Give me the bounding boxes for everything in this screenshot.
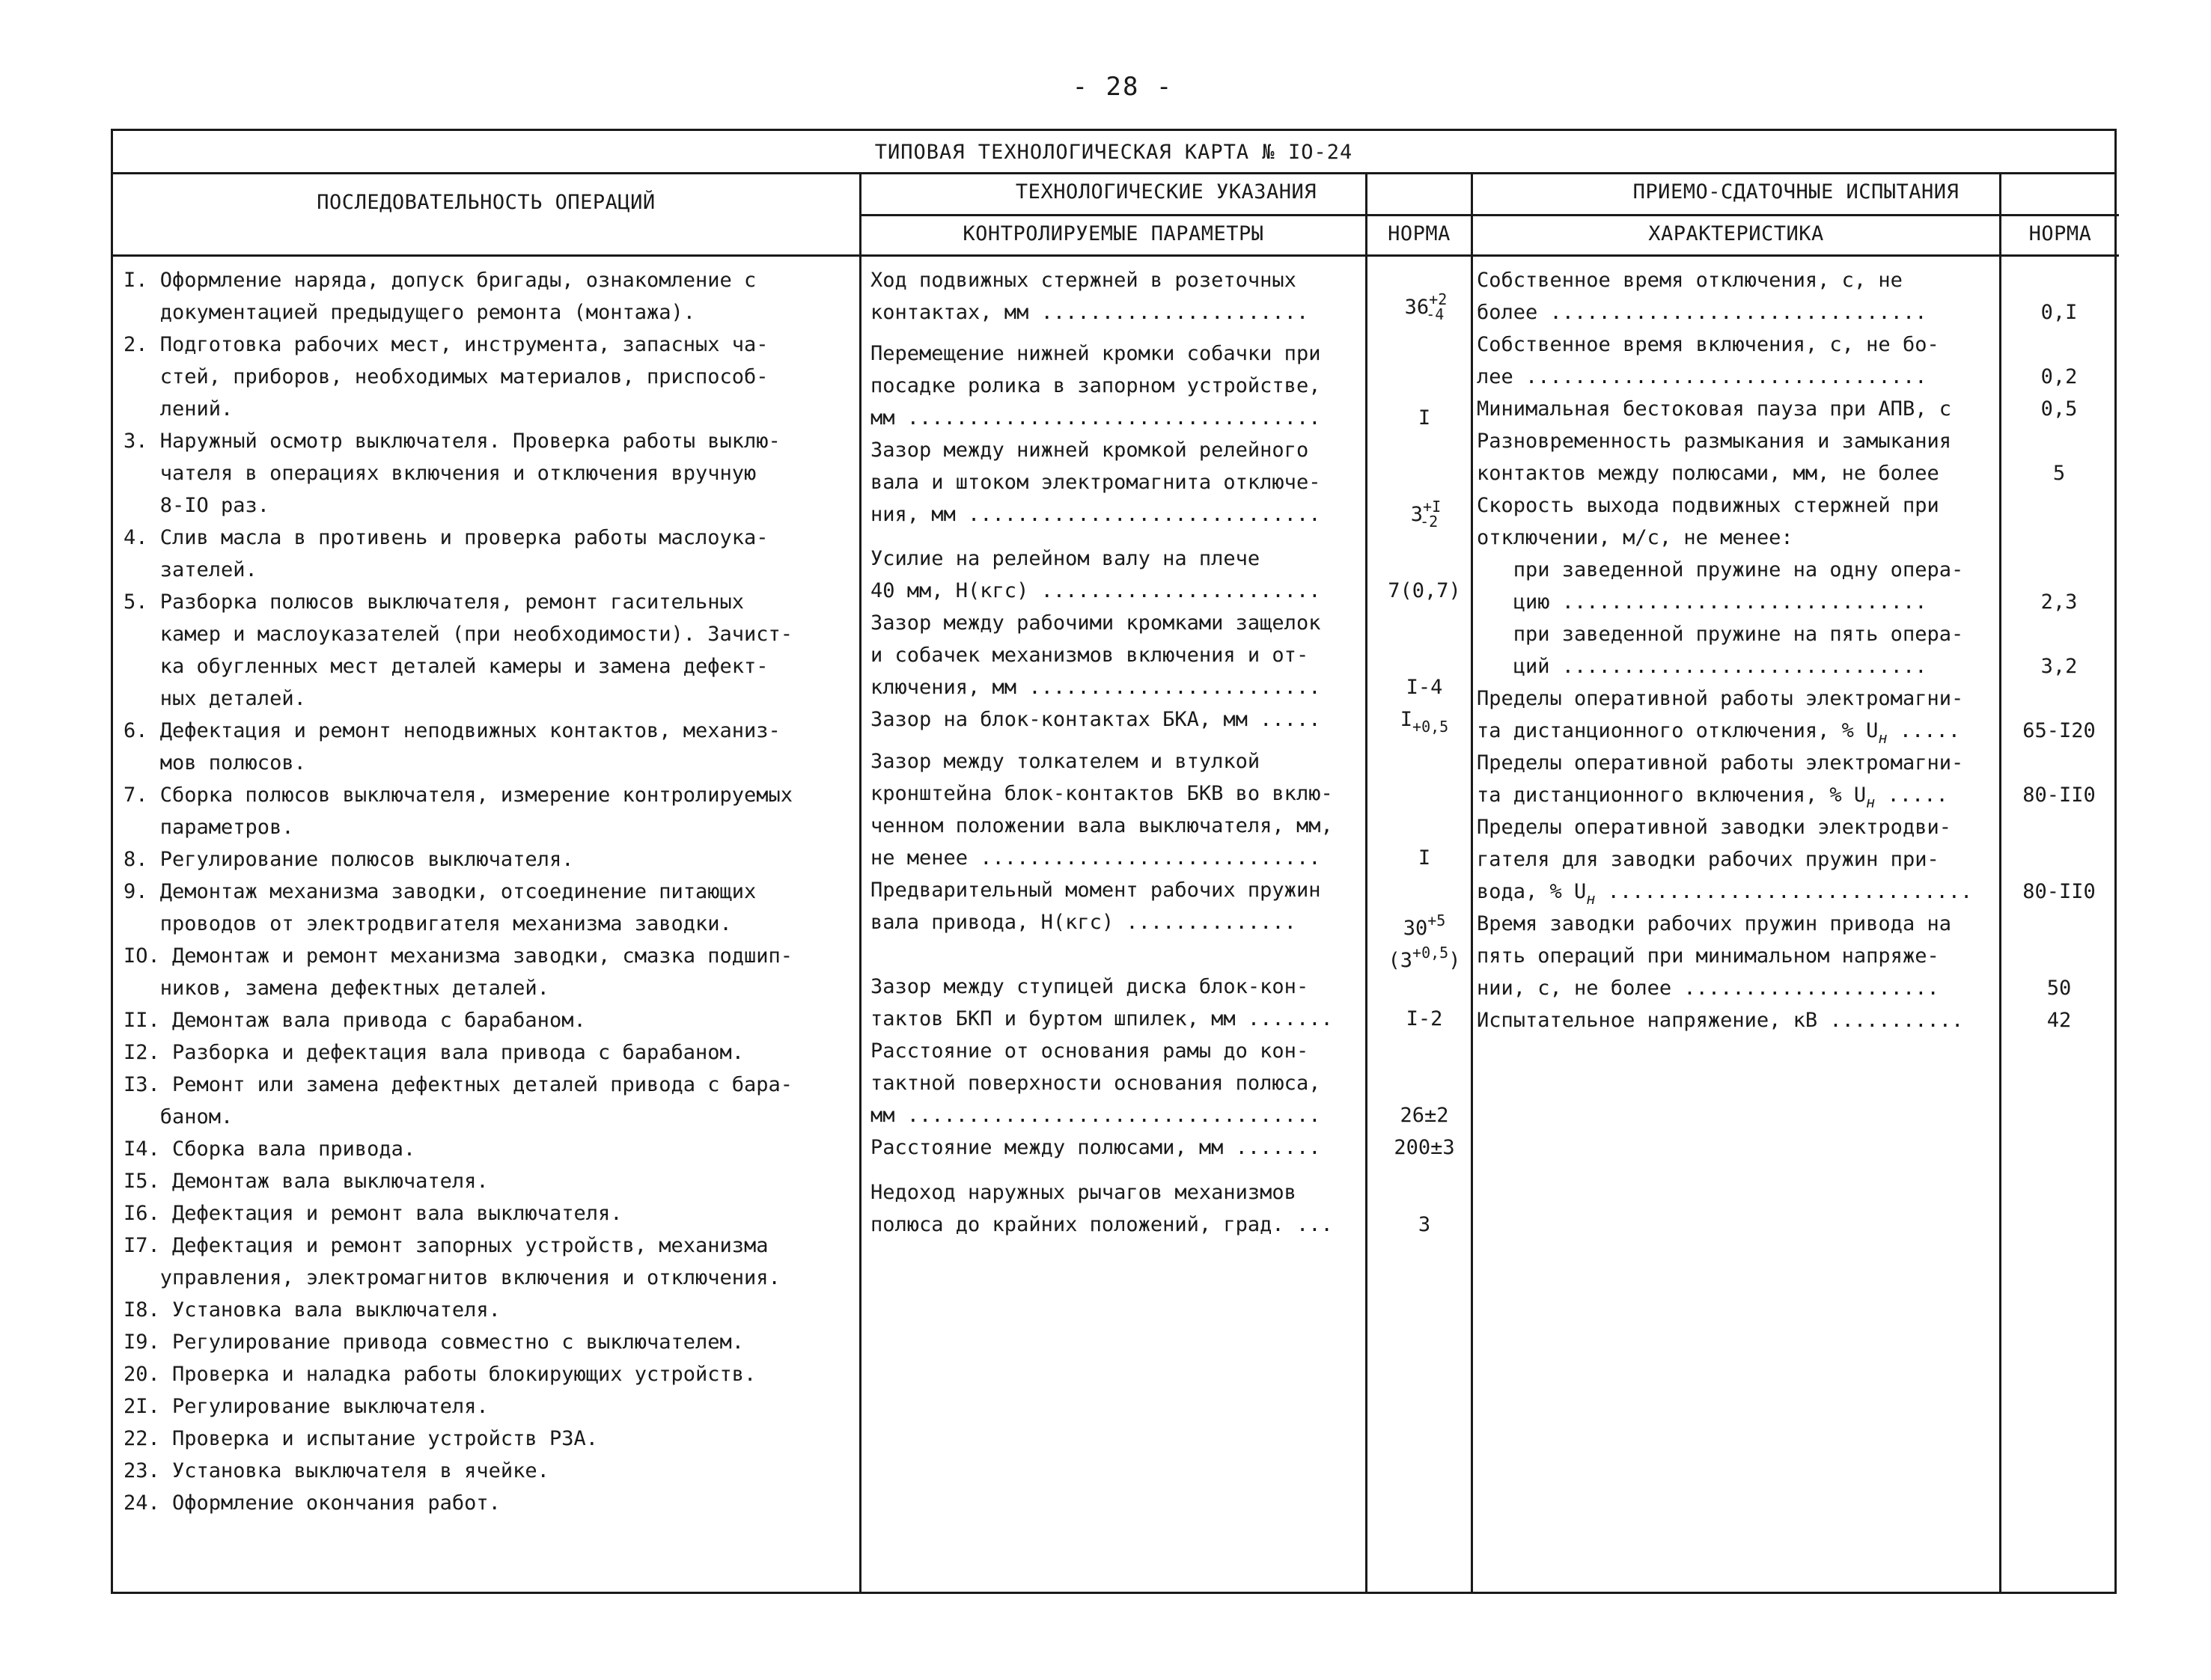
list-item: более ............................... bbox=[1477, 301, 1927, 324]
list-item: 22. Проверка и испытание устройств РЗА. bbox=[123, 1427, 598, 1450]
list-item: вала привода, Н(кгс) .............. bbox=[870, 911, 1296, 934]
list-item: вала и штоком электромагнита отключе- bbox=[870, 471, 1321, 494]
list-item: камер и маслоуказателей (при необходимости). Зачист- bbox=[123, 623, 793, 646]
list-item: проводов от электродвигателя механизма заводки. bbox=[123, 912, 732, 935]
norm-value: I-4 bbox=[1406, 676, 1443, 699]
norm-value: $30^{+5}$ bbox=[1403, 911, 1446, 940]
list-item: Пределы оперативной работы электромагни- bbox=[1477, 687, 1964, 710]
norm-value: $(3^{+0,5})$ bbox=[1388, 944, 1461, 972]
list-item: 2. Подготовка рабочих мест, инструмента, запасных ча- bbox=[123, 333, 769, 356]
list-item: параметров. bbox=[123, 816, 294, 839]
list-item: I. Оформление наряда, допуск бригады, ознакомление с bbox=[123, 269, 757, 292]
list-item: 2I. Регулирование выключателя. bbox=[123, 1395, 489, 1418]
list-item: Разновременность размыкания и замыкания bbox=[1477, 430, 1951, 453]
list-item: мм .................................. bbox=[870, 1104, 1321, 1127]
norm-value: 50 bbox=[2046, 977, 2072, 1000]
norm-value: 65-I20 bbox=[2022, 719, 2096, 742]
list-item: не менее ............................ bbox=[870, 846, 1321, 870]
norm-value: I bbox=[1418, 846, 1431, 870]
list-item: I6. Дефектация и ремонт вала выключателя. bbox=[123, 1202, 623, 1225]
list-item: контактов между полюсами, мм, не более bbox=[1477, 462, 1939, 485]
list-item: 24. Оформление окончания работ. bbox=[123, 1491, 501, 1515]
header-params: КОНТРОЛИРУЕМЫЕ ПАРАМЕТРЫ bbox=[963, 222, 1264, 245]
list-item: документацией предыдущего ремонта (монтажа). bbox=[123, 301, 696, 324]
list-item: I5. Демонтаж вала выключателя. bbox=[123, 1170, 489, 1193]
header-chars: ХАРАКТЕРИСТИКА bbox=[1648, 222, 1824, 245]
list-item: Расстояние от основания рамы до кон- bbox=[870, 1039, 1309, 1063]
list-item: ния, мм ............................. bbox=[870, 503, 1321, 526]
list-item: Время заводки рабочих пружин привода на bbox=[1477, 912, 1951, 935]
list-item: 20. Проверка и наладка работы блокирующих устройств. bbox=[123, 1363, 757, 1386]
norm-value: 80-II0 bbox=[2022, 880, 2096, 903]
header-bottom-line bbox=[113, 254, 2119, 257]
operations-list bbox=[123, 264, 872, 1583]
norm-value: $I_{+0,5}$ bbox=[1400, 708, 1449, 736]
header-split-line bbox=[859, 214, 2119, 216]
list-item: отключении, м/с, не менее: bbox=[1477, 526, 1793, 549]
list-item: при заведенной пружине на одну опера- bbox=[1477, 558, 1964, 581]
list-item: Пределы оперативной работы электромагни- bbox=[1477, 751, 1964, 775]
list-item: Предварительный момент рабочих пружин bbox=[870, 879, 1321, 902]
list-item: IO. Демонтаж и ремонт механизма заводки, смазка подшип- bbox=[123, 944, 793, 968]
norm-value: I-2 bbox=[1406, 1007, 1443, 1030]
norm-value: 3 bbox=[1418, 1213, 1431, 1236]
list-item: Скорость выхода подвижных стержней при bbox=[1477, 494, 1939, 517]
parameter-norms bbox=[1376, 264, 1472, 1236]
list-item: ников, замена дефектных деталей. bbox=[123, 977, 549, 1000]
norm-value: 5 bbox=[2052, 462, 2066, 485]
list-item: Недоход наружных рычагов механизмов bbox=[870, 1181, 1296, 1204]
norm-value: $3^{+I}_{-2}$ bbox=[1410, 498, 1442, 531]
list-item: 9. Демонтаж механизма заводки, отсоединение питающих bbox=[123, 880, 757, 903]
list-item: управления, электромагнитов включения и отключения. bbox=[123, 1266, 781, 1289]
list-item: ций .............................. bbox=[1477, 655, 1927, 678]
list-item: лее ................................. bbox=[1477, 365, 1927, 388]
list-item: Испытательное напряжение, кВ ........... bbox=[1477, 1009, 1964, 1032]
norm-value: 26±2 bbox=[1400, 1104, 1449, 1127]
list-item: Зазор между нижней кромкой релейного bbox=[870, 439, 1309, 462]
list-item: лений. bbox=[123, 397, 234, 421]
list-item: посадке ролика в запорном устройстве, bbox=[870, 374, 1321, 397]
norm-value: 0,2 bbox=[2040, 365, 2078, 388]
list-item: ченном положении вала выключателя, мм, bbox=[870, 814, 1333, 837]
list-item: стей, приборов, необходимых материалов, приспособ- bbox=[123, 365, 769, 388]
list-item: Минимальная бестоковая пауза при АПВ, с bbox=[1477, 397, 1951, 421]
header-norm-2: НОРМА bbox=[2028, 222, 2092, 245]
list-item: тактов БКП и буртом шпилек, мм ....... bbox=[870, 1007, 1333, 1030]
characteristics-list bbox=[1477, 264, 2004, 1101]
list-item: I4. Сборка вала привода. bbox=[123, 1137, 416, 1161]
norm-value: 7(0,7) bbox=[1388, 579, 1461, 602]
header-sequence: ПОСЛЕДОВАТЕЛЬНОСТЬ ОПЕРАЦИЙ bbox=[317, 191, 656, 214]
norm-value: 0,5 bbox=[2040, 397, 2078, 421]
list-item: 7. Сборка полюсов выключателя, измерение контролируемых bbox=[123, 784, 793, 807]
norm-value: 2,3 bbox=[2040, 590, 2078, 614]
list-item: вода, % $U_н$ .............................. bbox=[1477, 880, 1973, 908]
list-item: и собачек механизмов включения и от- bbox=[870, 644, 1309, 667]
list-item: контактах, мм ...................... bbox=[870, 301, 1309, 324]
list-item: кронштейна блок-контактов БКВ во вклю- bbox=[870, 782, 1333, 805]
list-item: 8-IO раз. bbox=[123, 494, 270, 517]
list-item: Пределы оперативной заводки электродви- bbox=[1477, 816, 1951, 839]
list-item: гателя для заводки рабочих пружин при- bbox=[1477, 848, 1939, 871]
list-item: Зазор между толкателем и втулкой bbox=[870, 750, 1260, 773]
list-item: Зазор на блок-контактах БКА, мм ..... bbox=[870, 708, 1321, 731]
list-item: ключения, мм ........................ bbox=[870, 676, 1321, 699]
characteristic-norms bbox=[2007, 264, 2111, 1032]
list-item: ка обугленных мест деталей камеры и замена дефект- bbox=[123, 655, 769, 678]
list-item: Собственное время отключения, с, не bbox=[1477, 269, 1903, 292]
header-tech: ТЕХНОЛОГИЧЕСКИЕ УКАЗАНИЯ bbox=[1015, 180, 1317, 204]
list-item: Зазор между рабочими кромками защелок bbox=[870, 611, 1321, 635]
parameters-list bbox=[870, 264, 1379, 1236]
list-item: нии, с, не более ..................... bbox=[1477, 977, 1939, 1000]
norm-value: 3,2 bbox=[2040, 655, 2078, 678]
list-item: I2. Разборка и дефектация вала привода с барабаном. bbox=[123, 1041, 745, 1064]
norm-value: 80-II0 bbox=[2022, 784, 2096, 807]
list-item: I7. Дефектация и ремонт запорных устройств, механизма bbox=[123, 1234, 769, 1257]
list-item: мм .................................. bbox=[870, 406, 1321, 430]
list-item: мов полюсов. bbox=[123, 751, 306, 775]
list-item: 40 мм, Н(кгс) ....................... bbox=[870, 579, 1321, 602]
list-item: Расстояние между полюсами, мм ....... bbox=[870, 1136, 1321, 1159]
list-item: полюса до крайних положений, град. ... bbox=[870, 1213, 1333, 1236]
list-item: при заведенной пружине на пять опера- bbox=[1477, 623, 1964, 646]
header-accept: ПРИЕМО-СДАТОЧНЫЕ ИСПЫТАНИЯ bbox=[1632, 180, 1960, 204]
header-norm-1: НОРМА bbox=[1388, 222, 1451, 245]
card-title: ТИПОВАЯ ТЕХНОЛОГИЧЕСКАЯ КАРТА № IO-24 bbox=[113, 131, 2114, 174]
page-number: - 28 - bbox=[1072, 72, 1174, 102]
list-item: 3. Наружный осмотр выключателя. Проверка работы выклю- bbox=[123, 430, 781, 453]
norm-value: 0,I bbox=[2040, 301, 2078, 324]
list-item: баном. bbox=[123, 1105, 234, 1128]
list-item: I3. Ремонт или замена дефектных деталей привода с бара- bbox=[123, 1073, 793, 1096]
list-item: та дистанционного включения, % $U_н$ ..... bbox=[1477, 784, 1948, 811]
norm-value: 42 bbox=[2046, 1009, 2072, 1032]
list-item: Зазор между ступицей диска блок-кон- bbox=[870, 975, 1309, 998]
list-item: пять операций при минимальном напряже- bbox=[1477, 944, 1939, 968]
list-item: 6. Дефектация и ремонт неподвижных контактов, механиз- bbox=[123, 719, 781, 742]
list-item: Собственное время включения, с, не бо- bbox=[1477, 333, 1939, 356]
list-item: Ход подвижных стержней в розеточных bbox=[870, 269, 1296, 292]
norm-value: 200±3 bbox=[1394, 1136, 1455, 1159]
list-item: тактной поверхности основания полюса, bbox=[870, 1072, 1321, 1095]
norm-value: $36^{+2}_{-4}$ bbox=[1404, 290, 1448, 323]
list-item: 5. Разборка полюсов выключателя, ремонт гасительных bbox=[123, 590, 745, 614]
list-item: Перемещение нижней кромки собачки при bbox=[870, 342, 1321, 365]
list-item: та дистанционного отключения, % $U_н$ ..... bbox=[1477, 719, 1961, 747]
list-item: зателей. bbox=[123, 558, 257, 581]
list-item: I9. Регулирование привода совместно с выключателем. bbox=[123, 1331, 745, 1354]
list-item: чателя в операциях включения и отключения вручную bbox=[123, 462, 757, 485]
list-item: цию .............................. bbox=[1477, 590, 1927, 614]
list-item: I8. Установка вала выключателя. bbox=[123, 1298, 501, 1322]
list-item: 8. Регулирование полюсов выключателя. bbox=[123, 848, 574, 871]
technology-card bbox=[111, 129, 2117, 1594]
list-item: II. Демонтаж вала привода с барабаном. bbox=[123, 1009, 586, 1032]
norm-value: I bbox=[1418, 406, 1431, 430]
list-item: 4. Слив масла в противень и проверка работы маслоука- bbox=[123, 526, 769, 549]
list-item: Усилие на релейном валу на плече bbox=[870, 547, 1260, 570]
list-item: ных деталей. bbox=[123, 687, 306, 710]
list-item: 23. Установка выключателя в ячейке. bbox=[123, 1459, 549, 1482]
